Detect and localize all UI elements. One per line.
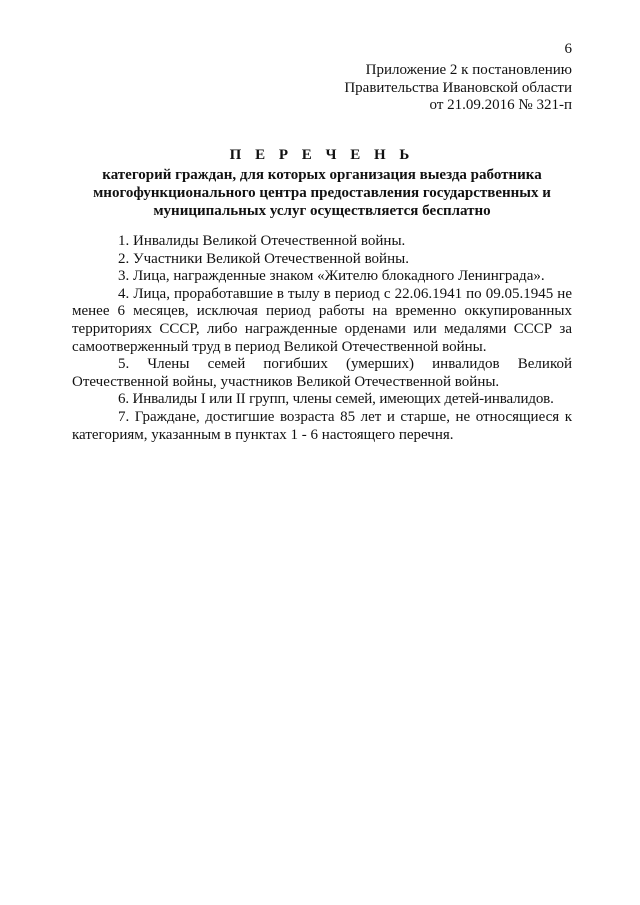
appendix-line-1: Приложение 2 к постановлению <box>365 62 572 78</box>
document-subtitle-line-2: многофункционального центра предоставления государственных и <box>93 185 551 201</box>
document-title: П Е Р Е Ч Е Н Ь <box>229 147 415 163</box>
appendix-line-2: Правительства Ивановской области <box>344 79 572 96</box>
document-subtitle-line-1: категорий граждан, для которых организация выезда работника <box>102 167 542 183</box>
list-item: 7. Граждане, достигшие возраста 85 лет и старше, не относящиеся к категориям, указанным в пунктах 1 - 6 настоящего перечня. <box>72 408 572 443</box>
list-item: 4. Лица, проработавшие в тылу в период с 22.06.1941 по 09.05.1945 не менее 6 месяцев, исключая период работы на временно оккупированных территориях СССР, либо награжденные орденами или медалями СССР за самоотверженный труд в период Великой Отечественной войны. <box>72 285 572 355</box>
list-item: 3. Лица, награжденные знаком «Жителю блокадного Ленинграда». <box>118 268 545 285</box>
list-item: 6. Инвалиды I или II групп, члены семей, имеющих детей-инвалидов. <box>118 391 554 408</box>
list-item: 5. Члены семей погибших (умерших) инвалидов Великой Отечественной войны, участников Великой Отечественной войны. <box>72 356 572 390</box>
appendix-line-3: от 21.09.2016 № 321-п <box>429 97 572 113</box>
category-list <box>72 233 572 444</box>
list-item: 1. Инвалиды Великой Отечественной войны. <box>118 233 406 249</box>
list-item: 2. Участники Великой Отечественной войны. <box>118 250 409 267</box>
document-title-block <box>72 146 572 220</box>
page-number: 6 <box>564 41 572 57</box>
appendix-header <box>344 62 572 115</box>
document-subtitle-line-3: муниципальных услуг осуществляется бесплатно <box>153 203 491 219</box>
